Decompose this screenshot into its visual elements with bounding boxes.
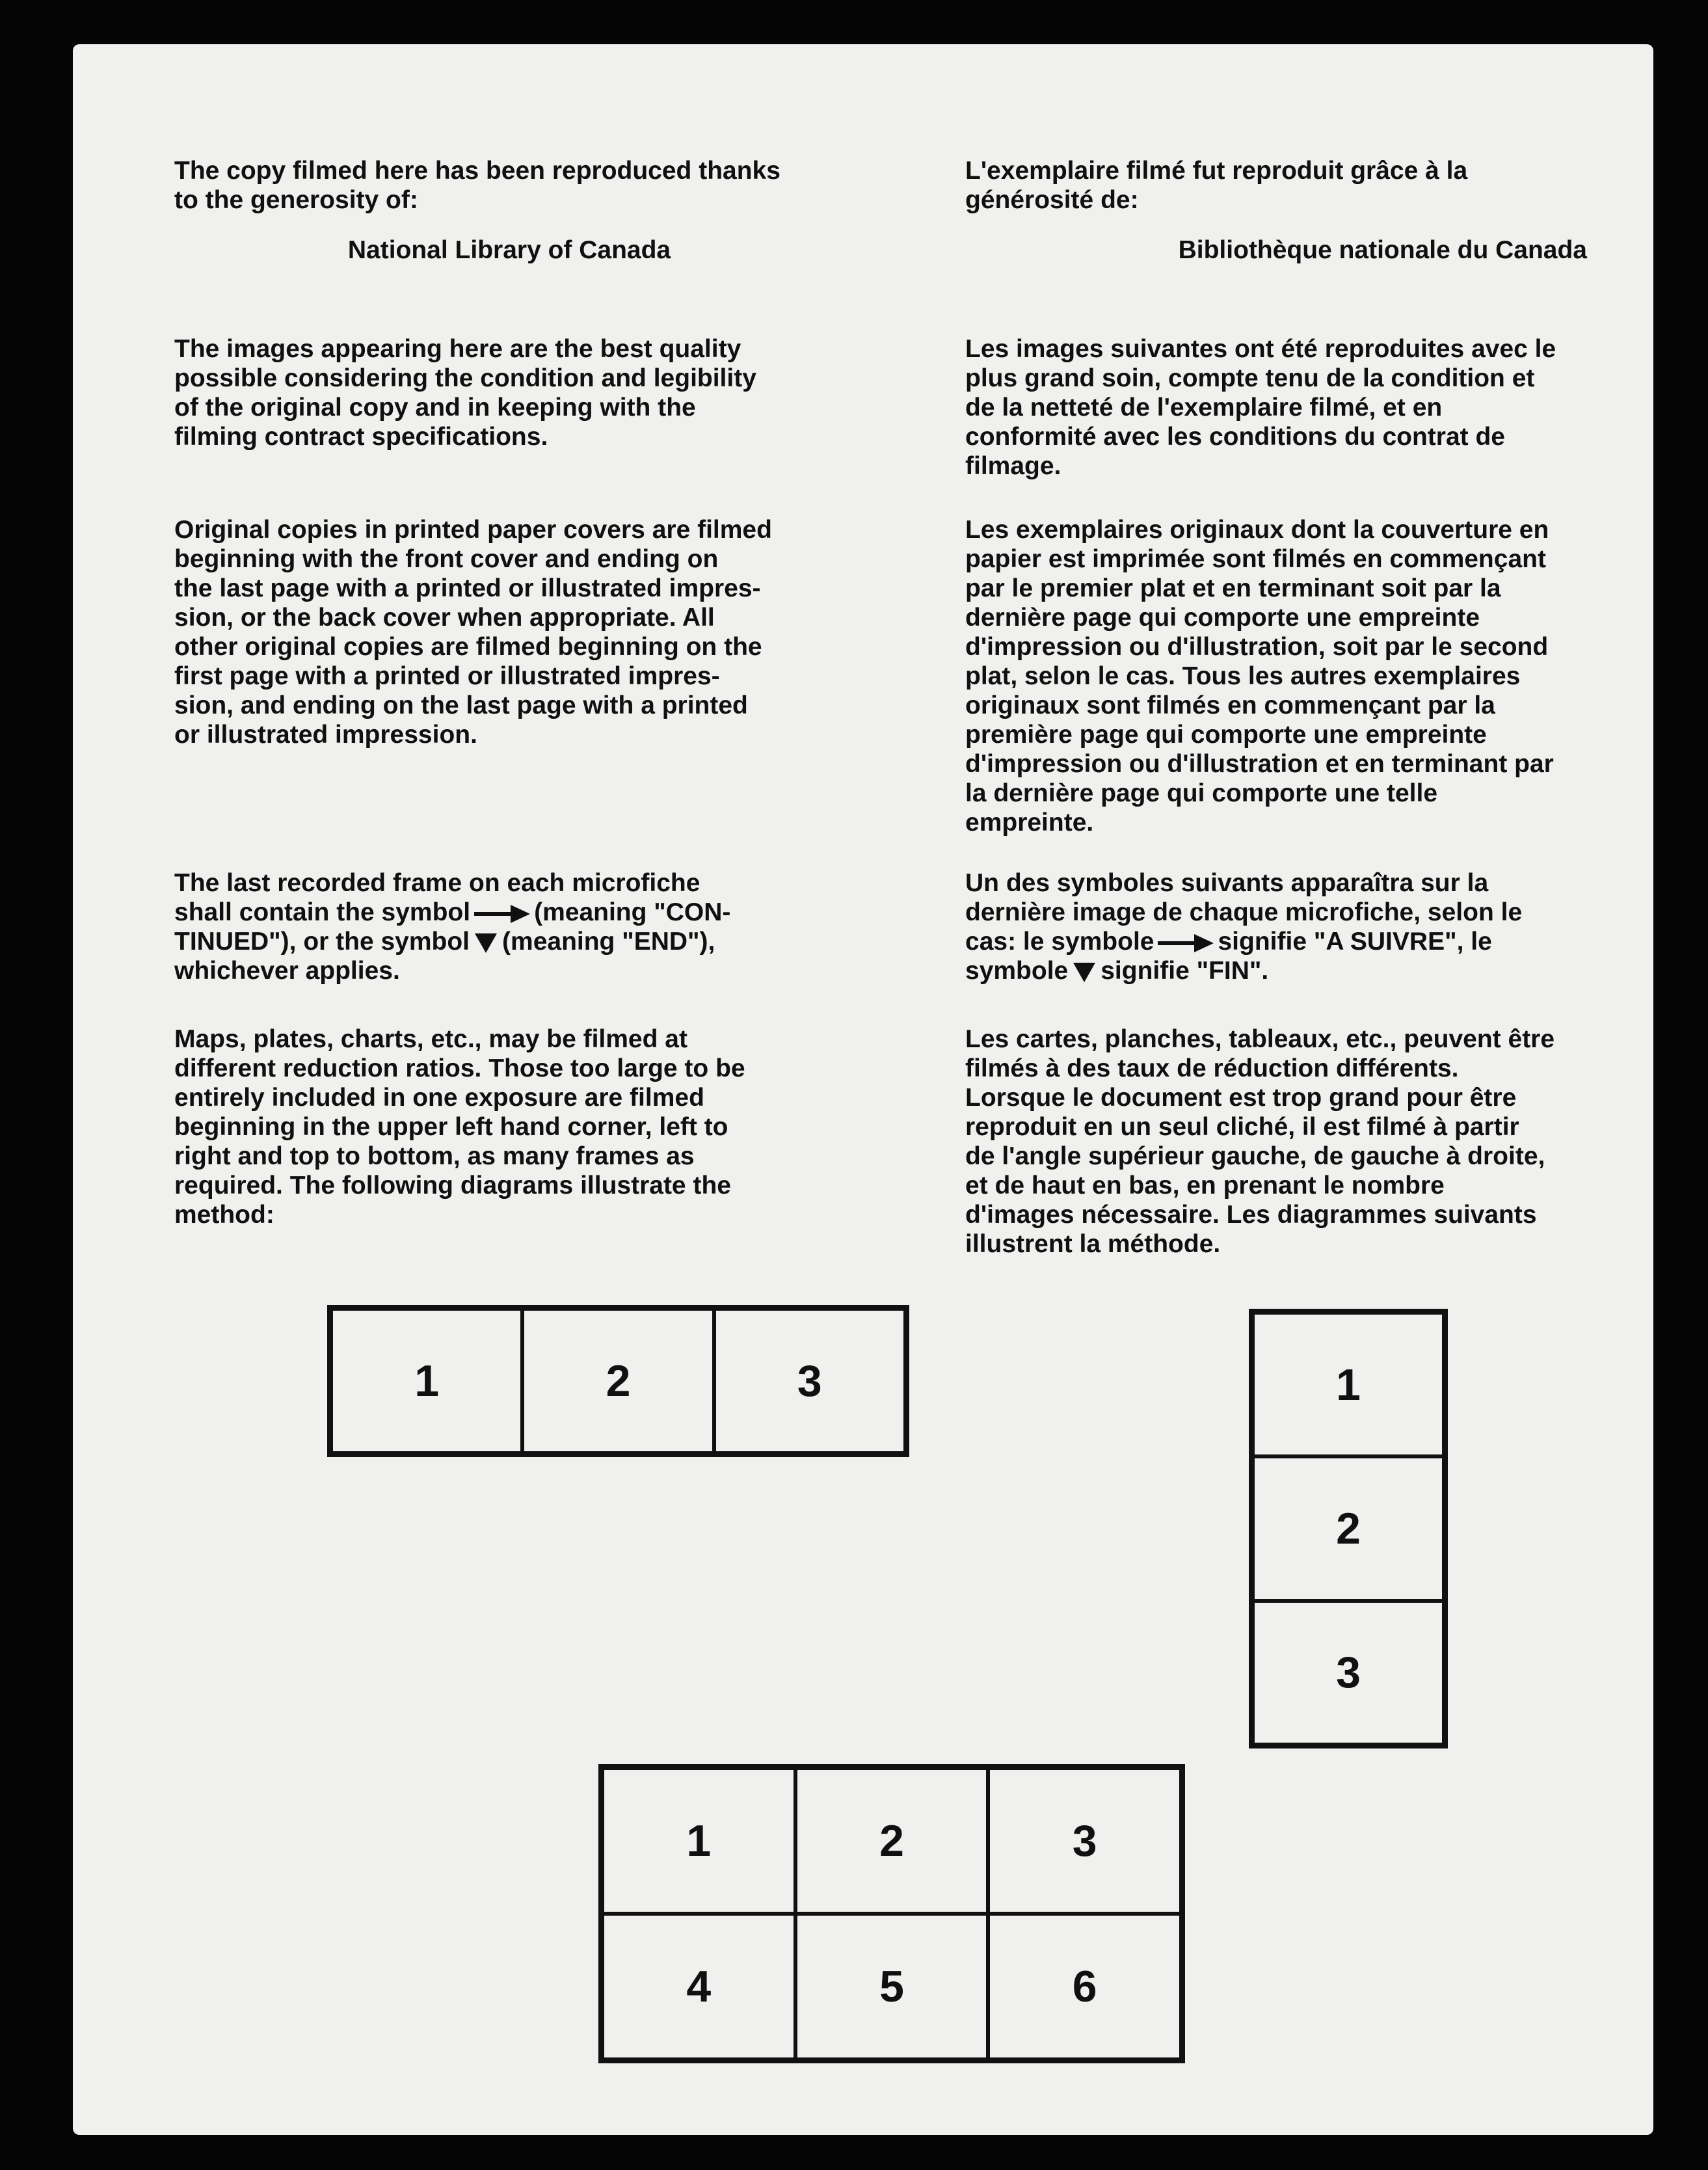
right-arrow-icon bbox=[474, 909, 530, 919]
french-credit-name: Bibliothèque nationale du Canada bbox=[1178, 236, 1587, 264]
frame-cell: 1 bbox=[602, 1768, 795, 1914]
english-symbol-text-c: (meaning "END"), whichever applies. bbox=[174, 928, 715, 985]
french-symbol-text-b: signifie "A SUIVRE", le symbole bbox=[965, 928, 1492, 985]
french-quality-paragraph: Les images suivantes ont été reproduites avec le plus grand soin, compte tenu de la condition et de la netteté de l'exemplaire filmé, et en conformité avec les conditions du contrat de filmage. bbox=[965, 335, 1556, 480]
french-symbol-text-a: Un des symboles suivants apparaîtra sur la dernière image de chaque microfiche, selon le cas: le symbole bbox=[965, 869, 1523, 956]
french-symbol-text-c: signifie "FIN". bbox=[1101, 957, 1269, 985]
frame-cell: 3 bbox=[1253, 1601, 1444, 1745]
english-credit-name: National Library of Canada bbox=[347, 236, 671, 264]
frame-cell: 2 bbox=[1253, 1456, 1444, 1600]
english-maps-paragraph: Maps, plates, charts, etc., may be filmed at different reduction ratios. Those too large to be entirely included in one exposure are filmed beginning in the upper left hand corner, left to right and top to bottom, as many frames as required. The following diagrams illustrate the method: bbox=[174, 1025, 745, 1229]
english-symbol-text-b: (meaning "CON- TINUED"), or the symbol bbox=[174, 898, 731, 956]
frame-cell: 6 bbox=[988, 1914, 1181, 2059]
down-triangle-icon bbox=[475, 933, 497, 953]
english-covers-paragraph: Original copies in printed paper covers are filmed beginning with the front cover and ending on the last page with a printed or illustrated impres- sion, or the back cover when appropriate. All other original copies are filmed beginning on the first page with a printed or illustrated impres- sion, and ending on the last page with a printed or illustrated impression. bbox=[174, 516, 772, 749]
vertical-frame-diagram bbox=[1249, 1309, 1448, 1748]
french-maps-paragraph: Les cartes, planches, tableaux, etc., peuvent être filmés à des taux de réduction différents. Lorsque le document est trop grand pour être reproduit en un seul cliché, il est filmé à partir de l'angle supérieur gauche, de gauche à droite, et de haut en bas, en prenant le nombre d'images nécessaire. Les diagrammes suivants illustrent la méthode. bbox=[965, 1025, 1555, 1258]
french-credit-intro: L'exemplaire filmé fut reproduit grâce à la générosité de: bbox=[965, 157, 1468, 214]
frame-cell: 3 bbox=[988, 1768, 1181, 1914]
english-symbol-text-a: The last recorded frame on each microfiche shall contain the symbol bbox=[174, 869, 701, 926]
frame-cell: 2 bbox=[795, 1768, 989, 1914]
french-covers-paragraph: Les exemplaires originaux dont la couverture en papier est imprimée sont filmés en commençant par le premier plat et en terminant soit par la dernière page qui comporte une empreinte d'impression ou d'illustration, soit par le second plat, selon le cas. Tous les autres exemplaires originaux sont filmés en commençant par la première page qui comporte une empreinte d'impression ou d'illustration et en terminant par la dernière page qui comporte une telle empreinte. bbox=[965, 516, 1554, 837]
down-triangle-icon bbox=[1073, 963, 1095, 982]
frame-cell: 4 bbox=[602, 1914, 795, 2059]
english-credit-intro: The copy filmed here has been reproduced thanks to the generosity of: bbox=[174, 157, 781, 214]
frame-cell: 3 bbox=[714, 1309, 905, 1453]
french-symbol-paragraph bbox=[965, 868, 1616, 985]
english-symbol-paragraph bbox=[174, 868, 864, 985]
frame-cell: 2 bbox=[522, 1309, 714, 1453]
horizontal-frame-diagram bbox=[327, 1305, 909, 1457]
grid-frame-diagram bbox=[598, 1764, 1185, 2063]
right-arrow-icon bbox=[1158, 938, 1214, 948]
english-quality-paragraph: The images appearing here are the best quality possible considering the condition and legibility of the original copy and in keeping with the filming contract specifications. bbox=[174, 335, 756, 451]
frame-cell: 5 bbox=[795, 1914, 989, 2059]
frame-cell: 1 bbox=[1253, 1313, 1444, 1456]
frame-cell: 1 bbox=[331, 1309, 522, 1453]
